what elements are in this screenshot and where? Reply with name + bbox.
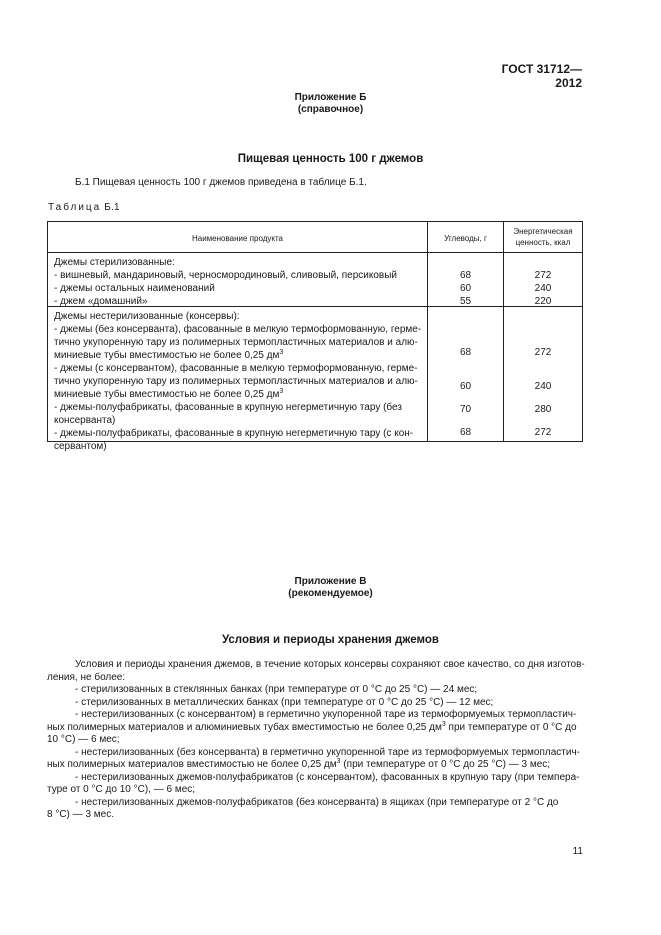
table-row-text: миниевые тубы вместимостью не более 0,25 дм (54, 350, 280, 361)
table-row: тично укупоренную тару из полимерных термопластичных материалов и алю- (54, 337, 418, 348)
table-row: - джемы-полуфабрикаты, фасованные в крупную негерметичную тару (с кон- (54, 428, 414, 439)
paragraph-line: 8 °С) — 3 мес. (47, 809, 115, 820)
paragraph-text: при температуре от 0 °С до (445, 721, 577, 733)
appendix-b-title: Приложение Б (294, 92, 367, 103)
table-cell: 280 (534, 404, 552, 415)
sterilized-carbs (428, 269, 503, 308)
table-row: Джемы нестерилизованные (консервы): (54, 311, 240, 322)
table-row: - джемы (без консерванта), фасованные в мелкую термоформованную, герме- (54, 324, 422, 335)
superscript: 3 (336, 758, 341, 765)
table-row (54, 349, 421, 362)
table-intro-text: Б.1 Пищевая ценность 100 г джемов приведена в таблице Б.1. (75, 177, 367, 188)
paragraph-line: туре от 0 °С до 10 °С), — 6 мес; (47, 784, 196, 795)
paragraph-line: 10 °С) — 6 мес; (47, 734, 120, 745)
table-cell: 272 (534, 270, 552, 281)
sterilized-energy (504, 269, 582, 308)
header-carbs: Углеводы, г (444, 234, 487, 243)
table-row: - вишневый, мандариновый, черносмородиновый, сливовый, персиковый (54, 270, 397, 281)
table-row: тично укупоренную тару из полимерных термопластичных материалов и алю- (54, 376, 418, 387)
paragraph-text: ных полимерных материалов вместимостью не более 0,25 дм (47, 759, 337, 770)
paragraph-line (47, 759, 583, 772)
appendix-c-status: (рекомендуемое) (288, 588, 373, 599)
table-row: - джемы (с консервантом), фасованные в мелкую термоформованную, герме- (54, 363, 418, 374)
header-energy-line1: Энергетическая (513, 227, 573, 236)
table-cell: 68 (459, 427, 472, 438)
list-item: - стерилизованных в металлических банках (при температуре от 0 °С до 25 °С) — 12 мес; (75, 696, 494, 708)
paragraph-text: ных полимерных материалов и алюминиевых тубах вместимостью не более 0,25 дм (47, 721, 442, 733)
table-cell: 60 (459, 381, 472, 392)
table-row (54, 388, 421, 401)
superscript: 3 (279, 349, 284, 356)
list-item: - стерилизованных в стеклянных банках (при температуре от 0 °С до 25 °С) — 24 мес; (75, 684, 478, 695)
table-row-text: миниевые тубы вместимостью не более 0,25 дм (54, 389, 280, 400)
nonsterilized-products (54, 310, 421, 453)
table-header-divider (48, 252, 582, 253)
table-row: Джемы стерилизованные: (54, 257, 175, 268)
table-caption-number: Б.1 (104, 202, 120, 213)
list-item: - нестерилизованных джемов-полуфабрикатов (без консерванта) в ящиках (при температуре от 2 °С до (75, 796, 559, 808)
table-cell: 55 (459, 296, 472, 307)
table-cell: 240 (534, 283, 552, 294)
appendix-c-heading: Условия и периоды хранения джемов (221, 634, 439, 646)
list-item: - нестерилизованных джемов-полуфабрикатов (с консервантом), фасованных в крупную тару (при темпера- (75, 771, 580, 783)
superscript: 3 (279, 388, 284, 395)
appendix-b-heading: Пищевая ценность 100 г джемов (237, 153, 424, 165)
table-cell: 70 (459, 404, 472, 415)
paragraph-line (47, 722, 583, 735)
header-energy-line2: ценность, ккал (515, 238, 571, 247)
table-cell: 60 (459, 283, 472, 294)
header-energy (504, 226, 582, 248)
storage-conditions-text (47, 659, 583, 822)
paragraph-text: (при температуре от 0 °С до 25 °С) — 3 мес; (340, 759, 551, 770)
table-cell: 220 (534, 296, 552, 307)
superscript: 3 (441, 720, 446, 728)
table-row: - джем «домашний» (54, 296, 148, 307)
page-number: 11 (572, 846, 583, 857)
table-row: сервантом) (54, 441, 107, 452)
table-cell: 272 (534, 347, 552, 358)
list-item: - нестерилизованных (без консерванта) в герметично укупоренной таре из термоформуемых термопластич- (75, 746, 580, 758)
table-caption-word: Таблица (48, 202, 102, 213)
appendix-c-title: Приложение В (294, 576, 367, 587)
table-cell: 272 (534, 427, 552, 438)
paragraph-line: ления, не более: (47, 671, 126, 683)
appendix-b-status: (справочное) (297, 104, 364, 115)
header-product: Наименование продукта (191, 234, 283, 243)
table-row: - джемы остальных наименований (54, 283, 215, 294)
list-item: - нестерилизованных (с консервантом) в герметично укупоренной таре из термоформуемых термопластич- (75, 709, 577, 720)
table-row: - джемы-полуфабрикаты, фасованные в крупную негерметичную тару (без (54, 402, 402, 413)
table-row: консерванта) (54, 415, 116, 426)
table-caption (48, 202, 120, 213)
nutrition-table (47, 221, 583, 452)
table-cell: 240 (534, 381, 552, 392)
sterilized-products (54, 256, 397, 308)
table-cell: 68 (459, 347, 472, 358)
standard-code: ГОСТ 31712—2012 (501, 62, 582, 90)
paragraph-line: Условия и периоды хранения джемов, в течение которых консервы сохраняют свое качество, со дня изготов- (75, 659, 585, 670)
table-cell: 68 (459, 270, 472, 281)
